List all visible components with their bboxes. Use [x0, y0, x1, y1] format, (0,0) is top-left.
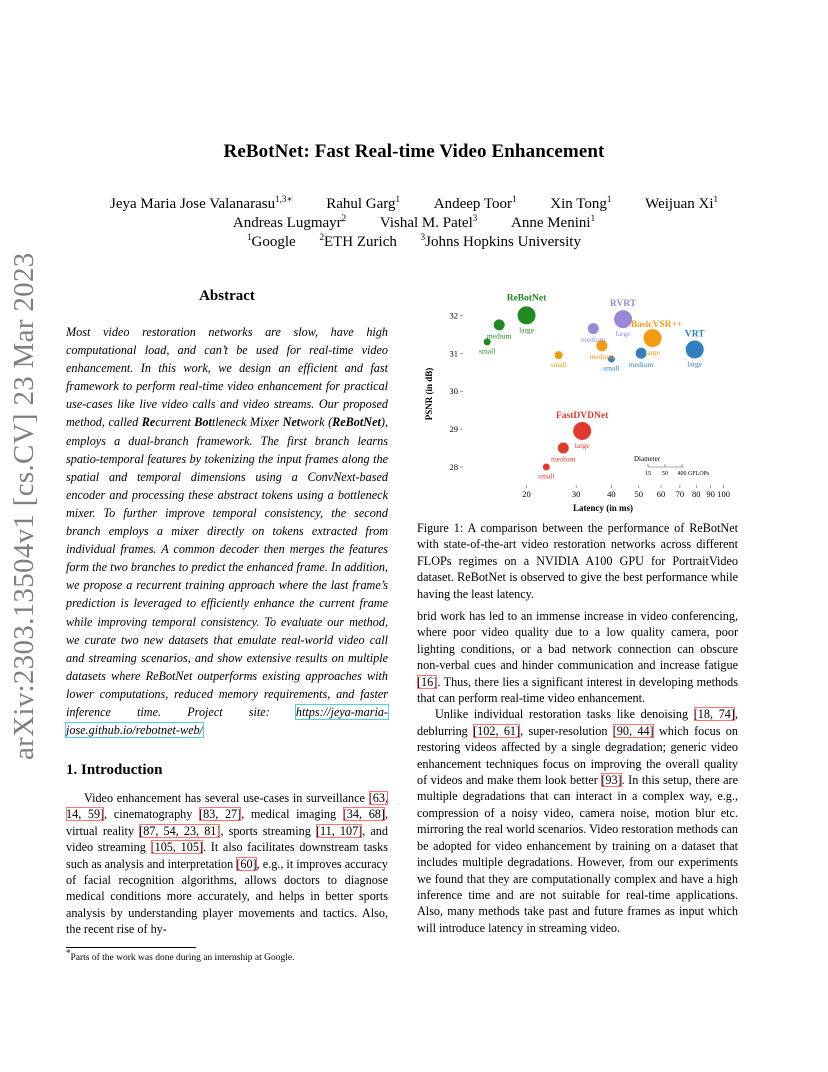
series-name-label: BasicVSR++	[630, 320, 683, 331]
data-point	[573, 422, 591, 440]
x-tick-label: 30	[571, 489, 581, 499]
point-label: large	[645, 348, 661, 358]
latency-psnr-chart	[414, 288, 736, 516]
data-point	[558, 443, 569, 454]
size-legend-tick: 15	[645, 471, 651, 477]
size-legend-unit: GFLOPs	[688, 471, 710, 477]
figure-caption: Figure 1: A comparison between the performance of ReBotNet with state-of-the-art video restoration networks across different FLOPs regimes on a NVIDIA A100 GPU for PortraitVideo dataset. ReBotNet is observed to give the best performance while having the least latency.	[417, 521, 738, 601]
authors-line-2	[60, 214, 768, 233]
data-point	[588, 323, 599, 334]
citation-link[interactable]: [87, 54, 23, 81]	[139, 823, 221, 838]
authors-line-1	[60, 195, 768, 214]
paragraph: brid work has led to an immense increase in video conferencing, where poor video quality due to a low quality camera, poor lighting conditions, or a bad network connection can obscure non-verbal cues and hinder communication and increase fatigue [16]. Thus, there lies a significant interest in developing methods that can perform real-time video enhancement.	[417, 609, 738, 706]
citation-link[interactable]: [83, 27]	[199, 807, 242, 822]
x-tick-label: 70	[675, 489, 685, 499]
data-point	[555, 351, 563, 359]
data-point	[686, 340, 704, 358]
x-tick-label: 50	[634, 489, 643, 499]
author: Xin Tong$^1$	[550, 194, 612, 212]
project-site-link[interactable]: https://jeya-maria-jose.github.io/rebotnet-web/	[66, 704, 388, 738]
footnote: *Parts of the work was done during an internship at Google.	[66, 948, 295, 964]
citation-link[interactable]: [102, 61]	[473, 723, 521, 738]
author: Vishal M. Patel$^3$	[379, 213, 478, 231]
point-label: medium	[550, 454, 576, 464]
point-label: large	[615, 329, 631, 339]
point-label: small	[603, 363, 620, 373]
affiliation: $^2$ETH Zurich	[319, 232, 397, 250]
point-label: large	[519, 325, 534, 335]
point-label: medium	[589, 352, 615, 362]
author: Jeya Maria Jose Valanarasu$^{1,3∗}$	[110, 194, 293, 212]
size-legend-title: Diameter	[634, 455, 661, 463]
paper-title: ReBotNet: Fast Real-time Video Enhancement	[223, 141, 605, 162]
y-axis-label: PSNR (in dB)	[424, 367, 434, 421]
y-tick-label: 32	[449, 310, 458, 321]
point-label: small	[479, 346, 496, 356]
y-tick-label: 29	[449, 424, 458, 435]
y-tick-label: 28	[449, 461, 458, 472]
affiliations	[60, 233, 768, 252]
data-point	[518, 306, 536, 324]
author: Weijuan Xi$^1$	[645, 194, 718, 212]
citation-link[interactable]: [60]	[236, 856, 257, 871]
citation-link[interactable]: [18, 74]	[693, 707, 735, 722]
citation-link[interactable]: [11, 107]	[315, 823, 363, 838]
abstract-heading: Abstract	[199, 288, 255, 304]
section-heading-introduction: 1. Introduction	[66, 762, 163, 778]
data-point	[644, 329, 662, 347]
point-label: medium	[486, 331, 512, 341]
series-name-label: FastDVDNet	[556, 410, 609, 421]
x-tick-label: 100	[717, 489, 730, 499]
x-tick-label: 20	[522, 489, 531, 499]
introduction-text-continued	[417, 608, 738, 936]
citation-link[interactable]: [105, 105]	[150, 840, 203, 855]
series-name-label: VRT	[684, 329, 705, 340]
introduction-text: Video enhancement has several use-cases in surveillance [63, 14, 59], cinematography [83, 27], medical imaging [34, 68], virtual reality [87, 54, 23, 81], sports streaming [11, 107], and video streaming [105, 105]. It also facilitates downstream tasks such as analysis and interpretation [60], e.g., it improves accuracy of facial recognition algorithms, allows doctors to diagnose medical conditions more accurately, and helps in better sports analysis by understanding player movements and tactics. Also, the recent rise of hy-	[66, 791, 388, 937]
x-tick-label: 40	[607, 489, 616, 499]
citation-link[interactable]: [90, 44]	[612, 723, 654, 738]
size-legend	[634, 455, 710, 477]
abstract-text: Most video restoration networks are slow, have high computational load, and can’t be used for real-time video enhancement. In this work, we design an efficient and fast framework to perform real-time video enhancement for practical use-cases like live video calls and video streams. Our proposed method, called Recurrent Bottleneck Mixer Network (ReBotNet), employs a dual-branch framework. The first branch learns spatio-temporal features by tokenizing the input frames along the spatial and temporal dimensions using a ConvNext-based encoder and processing these abstract tokens using a bottleneck mixer. To further improve temporal consistency, the second branch employs a mixer directly on tokens extracted from individual frames. A common decoder then merges the features form the two branches to predict the enhanced frame. In addition, we propose a recurrent training approach where the last frame’s prediction is leveraged to efficiently enhance the current frame while improving temporal consistency. To evaluate our method, we curate two new datasets that emulate real-world video call and streaming scenarios, and show extensive results on multiple datasets where ReBotNet outperforms existing approaches with lower computations, reduced memory requirements, and faster inference time. Project site: https://jeya-maria-jose.github.io/rebotnet-web/	[66, 325, 388, 738]
x-tick-label: 60	[656, 489, 666, 499]
author: Andeep Toor$^1$	[433, 194, 517, 212]
data-point	[543, 463, 550, 470]
series-name-label: RVRT	[609, 299, 637, 310]
citation-link[interactable]: [34, 68]	[342, 807, 385, 822]
size-legend-tick: 400	[677, 471, 687, 477]
citation-link[interactable]: [93]	[601, 773, 622, 788]
size-legend-tick: 50	[662, 471, 668, 477]
point-label: medium	[628, 359, 654, 369]
affiliation: $^3$Johns Hopkins University	[420, 232, 581, 250]
data-point	[614, 310, 632, 328]
data-point	[494, 319, 505, 330]
author: Rahul Garg$^1$	[326, 194, 401, 212]
y-tick-label: 30	[449, 386, 458, 397]
footnote-rule	[66, 947, 196, 948]
x-tick-label: 90	[706, 489, 715, 499]
series-name-label: ReBotNet	[506, 293, 547, 304]
point-label: medium	[580, 335, 606, 345]
author: Andreas Lugmayr$^2$	[232, 213, 347, 231]
citation-link[interactable]: [16]	[417, 674, 438, 689]
point-label: large	[687, 359, 703, 369]
point-label: small	[550, 360, 567, 370]
affiliation: $^1$Google	[247, 232, 296, 250]
citation-link[interactable]: [63, 14, 59]	[66, 791, 388, 822]
x-axis-label: Latency (in ms)	[573, 503, 633, 513]
author: Anne Menini$^1$	[510, 213, 596, 231]
x-tick-label: 80	[692, 489, 701, 499]
point-label: large	[574, 440, 590, 450]
y-tick-label: 31	[449, 348, 458, 359]
paragraph: Unlike individual restoration tasks like denoising [18, 74], deblurring [102, 61], super-resolution [90, 44] which focus on restoring videos affected by a single degradation; generic video enhancement techniques focus on improving the overall quality of videos and make them look better [93]. In this setup, there are multiple degradations that can interact in a complex way, e.g., compression of a noisy video, camera noise, motion blur etc. mirroring the real world scenarios. Video restoration methods can be adopted for video enhancement by training on a dataset that includes multiple degradations. However, from our experiments we found that they are computationally complex and have a high inference time and are not suitable for real-time applications. Also, many methods take past and future frames as input which will introduce latency in streaming video.	[417, 707, 738, 935]
point-label: small	[538, 471, 555, 481]
arxiv-identifier: arXiv:2303.13504v1 [cs.CV] 23 Mar 2023	[8, 252, 40, 760]
